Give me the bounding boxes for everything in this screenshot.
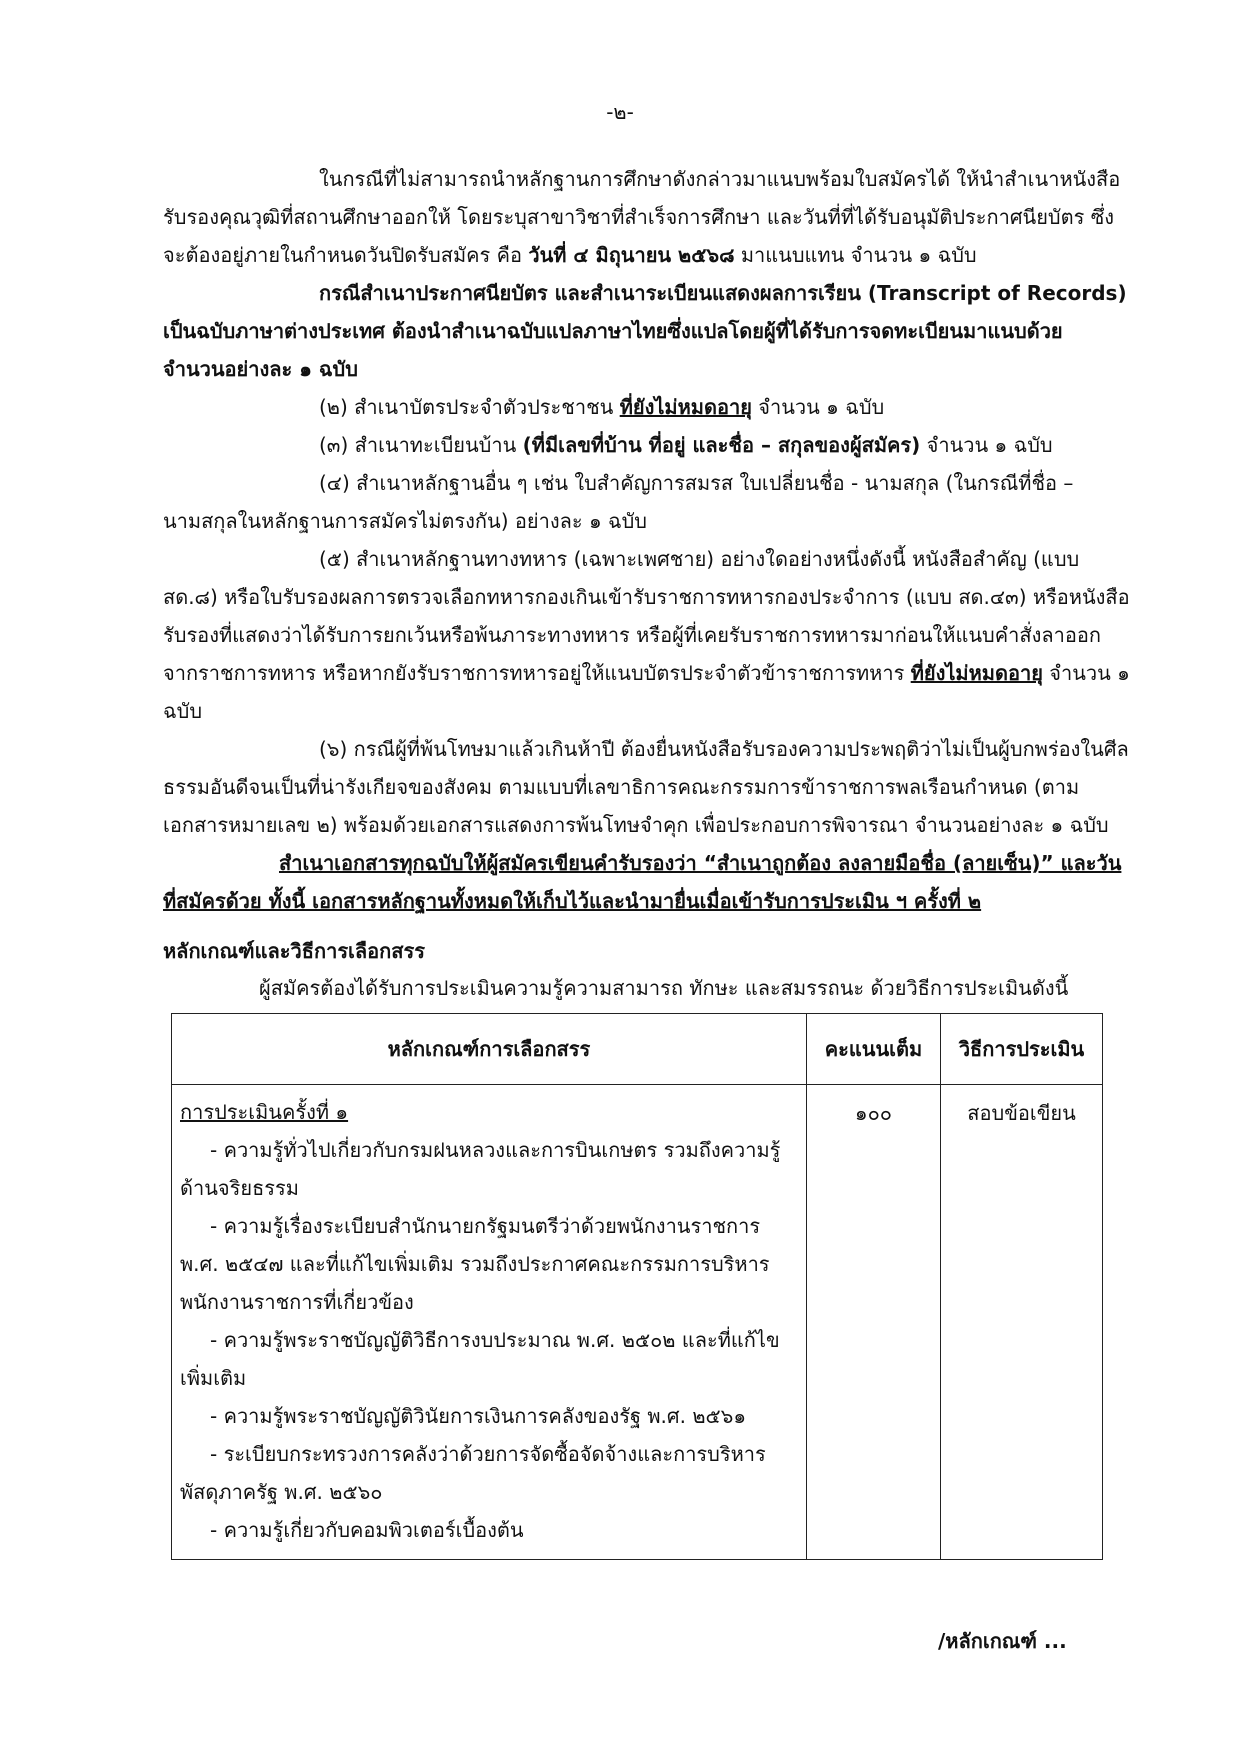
list-item: - ความรู้พระราชบัญญัติวินัยการเงินการคลังของรัฐ พ.ศ. ๒๕๖๑ <box>210 1404 747 1428</box>
list-item: - ระเบียบกระทรวงการคลังว่าด้วยการจัดซื้อจัดจ้างและการบริหารพัสดุภาครัฐ พ.ศ. ๒๕๖๐ <box>180 1442 766 1504</box>
criteria-table <box>171 1013 1103 1560</box>
list-item: - ความรู้ทั่วไปเกี่ยวกับกรมฝนหลวงและการบินเกษตร รวมถึงความรู้ด้านจริยธรรม <box>180 1138 781 1200</box>
page-number: -๒- <box>606 100 634 124</box>
item-conduct-certificate: (๖) กรณีผู้ที่พ้นโทษมาแล้วเกินห้าปี ต้องยื่นหนังสือรับรองความประพฤติว่าไม่เป็นผู้บกพร่องในศีลธรรมอันดีจนเป็นที่น่ารังเกียจของสังคม ตามแบบที่เลขาธิการคณะกรรมการข้าราชการพลเรือนกำหนด (ตามเอกสารหมายเลข ๒) พร้อมด้วยเอกสารแสดงการพ้นโทษจำคุก เพื่อประกอบการพิจารณา จำนวนอย่างละ ๑ ฉบับ <box>163 737 1129 837</box>
item-other-evidence: (๔) สำเนาหลักฐานอื่น ๆ เช่น ใบสำคัญการสมรส ใบเปลี่ยนชื่อ - นามสกุล (ในกรณีที่ชื่อ – นามสกุลในหลักฐานการสมัครไม่ตรงกัน) อย่างละ ๑ ฉบับ <box>163 471 1074 533</box>
table-header-row <box>172 1014 1103 1085</box>
header-method: วิธีการประเมิน <box>941 1014 1103 1085</box>
list-item: - ความรู้เรื่องระเบียบสำนักนายกรัฐมนตรีว่าด้วยพนักงานราชการ พ.ศ. ๒๕๔๗ และที่แก้ไขเพิ่มเติม รวมถึงประกาศคณะกรรมการบริหารพนักงานราชการที่เกี่ยวข้อง <box>180 1214 770 1314</box>
paragraph-certification-note: สำเนาเอกสารทุกฉบับให้ผู้สมัครเขียนคำรับรองว่า “สำเนาถูกต้อง ลงลายมือชื่อ (ลายเซ็น)” และวันที่สมัครด้วย ทั้งนี้ เอกสารหลักฐานทั้งหมดให้เก็บไว้และนำมายื่นเมื่อเข้ารับการประเมิน ฯ ครั้งที่ ๒ <box>163 851 1122 913</box>
table-row <box>172 1085 1103 1560</box>
section-heading: หลักเกณฑ์และวิธีการเลือกสรร <box>163 939 425 963</box>
criteria-cell <box>172 1085 807 1560</box>
section-intro: ผู้สมัครต้องได้รับการประเมินความรู้ความสามารถ ทักษะ และสมรรถนะ ด้วยวิธีการประเมินดังนี้ <box>259 976 1069 1000</box>
item-id-card: (๒) สำเนาบัตรประจำตัวประชาชน ที่ยังไม่หมดอายุ จำนวน ๑ ฉบับ <box>319 395 885 419</box>
document-body <box>163 160 1130 920</box>
header-criteria: หลักเกณฑ์การเลือกสรร <box>172 1014 807 1085</box>
item-military-evidence: (๕) สำเนาหลักฐานทางทหาร (เฉพาะเพศชาย) อย่างใดอย่างหนึ่งดังนี้ หนังสือสำคัญ (แบบ สด.๘) หรือใบรับรองผลการตรวจเลือกทหารกองเกินเข้ารับราชการทหารกองประจำการ (แบบ สด.๔๓) หรือหนังสือรับรองที่แสดงว่าได้รับการยกเว้นหรือพ้นภาระทางทหาร หรือผู้ที่เคยรับราชการทหารมาก่อนให้แนบคำสั่งลาออกจากราชการทหาร หรือหากยังรับราชการทหารอยู่ให้แนบบัตรประจำตัวข้าราชการทหาร ที่ยังไม่หมดอายุ จำนวน ๑ ฉบับ <box>163 547 1130 723</box>
full-score-cell: ๑๐๐ <box>806 1085 940 1560</box>
next-page-reference: /หลักเกณฑ์ ... <box>938 1629 1067 1653</box>
method-cell: สอบข้อเขียน <box>941 1085 1103 1560</box>
paragraph-transcript: กรณีสำเนาประกาศนียบัตร และสำเนาระเบียนแสดงผลการเรียน (Transcript of Records) เป็นฉบับภาษาต่างประเทศ ต้องนำสำเนาฉบับแปลภาษาไทยซึ่งแปลโดยผู้ที่ได้รับการจดทะเบียนมาแนบด้วย จำนวนอย่างละ ๑ ฉบับ <box>163 281 1127 381</box>
header-full-score: คะแนนเต็ม <box>806 1014 940 1085</box>
paragraph-evidence-substitute: ในกรณีที่ไม่สามารถนำหลักฐานการศึกษาดังกล่าวมาแนบพร้อมใบสมัครได้ ให้นำสำเนาหนังสือรับรองคุณวุฒิที่สถานศึกษาออกให้ โดยระบุสาขาวิชาที่สำเร็จการศึกษา และวันที่ที่ได้รับอนุมัติประกาศนียบัตร ซึ่งจะต้องอยู่ภายในกำหนดวันปิดรับสมัคร คือ วันที่ ๔ มิถุนายน ๒๕๖๘ มาแนบแทน จำนวน ๑ ฉบับ <box>163 167 1121 267</box>
assessment-round-title: การประเมินครั้งที่ ๑ <box>180 1100 349 1124</box>
list-item: - ความรู้เกี่ยวกับคอมพิวเตอร์เบื้องต้น <box>210 1518 524 1542</box>
item-house-registration: (๓) สำเนาทะเบียนบ้าน (ที่มีเลขที่บ้าน ที่อยู่ และชื่อ – สกุลของผู้สมัคร) จำนวน ๑ ฉบับ <box>319 433 1053 457</box>
deadline-date: วันที่ ๔ มิถุนายน ๒๕๖๘ <box>528 243 735 267</box>
list-item: - ความรู้พระราชบัญญัติวิธีการงบประมาณ พ.ศ. ๒๕๐๒ และที่แก้ไขเพิ่มเติม <box>180 1328 780 1390</box>
